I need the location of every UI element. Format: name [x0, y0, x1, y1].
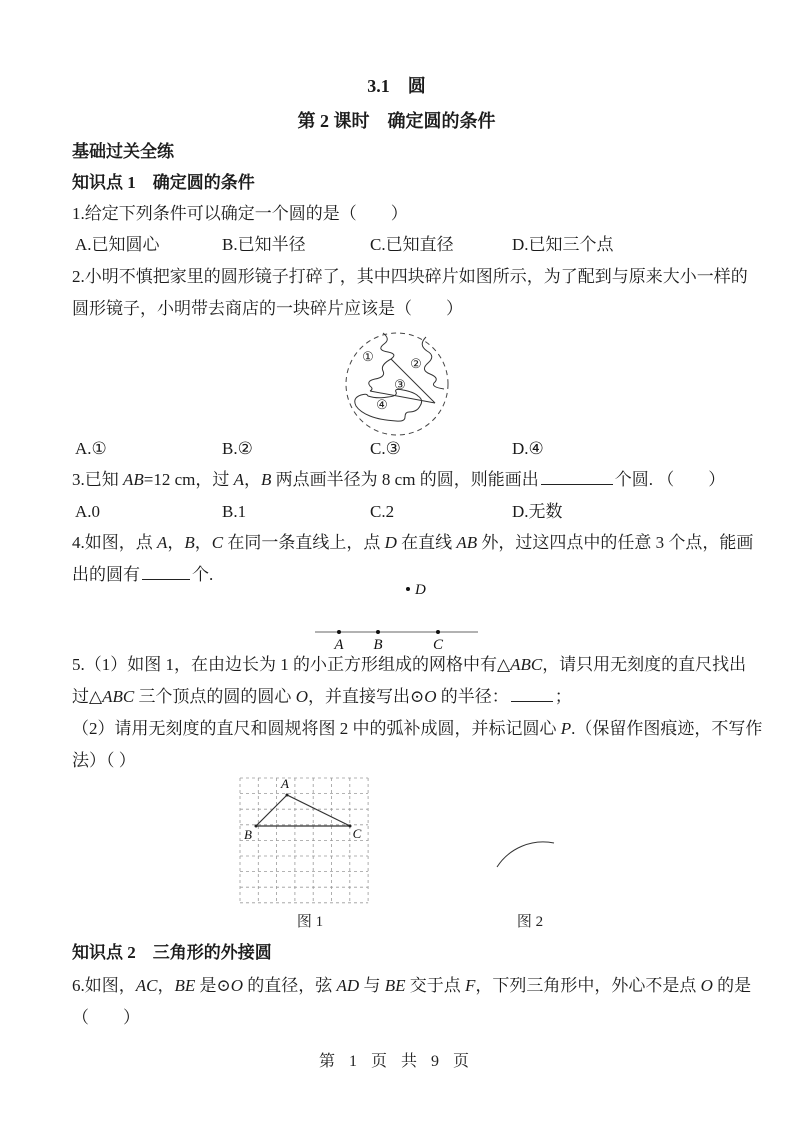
- q4-var-d: D: [384, 533, 397, 552]
- q6-var-be: BE: [174, 976, 196, 995]
- question-6-line1: [72, 974, 752, 998]
- question-3-stem: [72, 468, 732, 492]
- arc-curve: [497, 842, 554, 867]
- q4-text: 在直线: [396, 533, 457, 552]
- question-5-line1: [72, 653, 747, 677]
- q5-text: 的半径：: [436, 687, 509, 706]
- shard2-right-edge: [422, 337, 444, 389]
- arc-figure: [470, 820, 590, 910]
- question-3-options: [75, 500, 730, 524]
- q5-text: ，请只用无刻度的直尺找出: [542, 655, 747, 674]
- q5-text: ；: [554, 687, 572, 706]
- q4-var-b: B: [184, 533, 195, 552]
- q6-var-ad: AD: [336, 976, 360, 995]
- q3-option-d: D.无数: [512, 502, 563, 521]
- q5-var-o: O: [295, 687, 308, 706]
- q6-text: 6.如图，: [72, 976, 136, 995]
- q6-text: 的直径，弦: [243, 976, 337, 995]
- q4-text: 外，过这四点中的任意 3 个点，能画: [477, 533, 754, 552]
- q3-text: 3.已知: [72, 470, 123, 489]
- point-a-dot: [337, 630, 341, 634]
- question-5-line2: [72, 685, 732, 709]
- q3-var-b: B: [261, 470, 272, 489]
- question-5-line4: 法）（ ）: [72, 751, 136, 770]
- question-6-line2: （ ）: [72, 1008, 140, 1027]
- q3-option-c: C.2: [370, 502, 395, 521]
- figure-1-caption: 图 1: [296, 914, 324, 930]
- q3-var-ab: AB: [123, 470, 144, 489]
- kp2-heading: 知识点 2 三角形的外接圆: [72, 943, 272, 962]
- q6-var-o: O: [230, 976, 244, 995]
- q4-var-ab: AB: [456, 533, 478, 552]
- question-2-line2: 圆形镜子，小明带去商店的一块碎片应该是（ ）: [72, 299, 463, 318]
- q6-text: ，: [157, 976, 175, 995]
- q2-option-c: C.③: [370, 439, 401, 458]
- points-line-figure-svg: [300, 575, 520, 653]
- q3-option-a: A.0: [75, 502, 101, 521]
- lesson-title: 第 2 课时 确定圆的条件: [297, 111, 496, 131]
- q2-option-a: A.①: [75, 439, 107, 458]
- q6-var-o: O: [700, 976, 713, 995]
- vertex-b-label: B: [244, 827, 252, 842]
- arc-figure-svg: [470, 820, 590, 910]
- vertex-a-dot: [286, 794, 289, 797]
- q4-text: 4.如图，点: [72, 533, 157, 552]
- q1-option-a: A.已知圆心: [75, 235, 160, 254]
- grid-lines: [240, 778, 368, 903]
- q5-text: ，并直接写出⊙: [307, 687, 425, 706]
- vertex-c-dot: [349, 825, 352, 828]
- q5-var-o: O: [424, 687, 437, 706]
- points-line-figure: [300, 575, 520, 653]
- q6-text: ，下列三角形中，外心不是点: [475, 976, 701, 995]
- q5-var-abc: ABC: [510, 655, 543, 674]
- shard1-label: ①: [362, 349, 374, 364]
- figure-2-caption: 图 2: [516, 914, 544, 930]
- q3-text: 两点画半径为 8 cm 的圆，则能画出: [271, 470, 539, 489]
- mirror-figure: [330, 325, 470, 445]
- q5-var-abc: ABC: [102, 687, 135, 706]
- shard3-label: ③: [394, 377, 406, 392]
- point-b-dot: [376, 630, 380, 634]
- mirror-figure-svg: [330, 325, 470, 445]
- point-a-label: A: [334, 637, 344, 653]
- point-c-dot: [436, 630, 440, 634]
- q1-option-c: C.已知直径: [370, 235, 454, 254]
- question-2-options: [75, 437, 730, 461]
- q6-text: 与: [359, 976, 385, 995]
- unit-title: 3.1 圆: [367, 76, 426, 96]
- q4-text: 在同一条直线上，点: [223, 533, 385, 552]
- q4-text: 出的圆有: [72, 565, 140, 584]
- point-b-label: B: [373, 637, 383, 653]
- q2-option-b: B.②: [222, 439, 253, 458]
- point-c-label: C: [432, 637, 444, 653]
- answer-blank: [142, 565, 190, 580]
- q3-text: ，: [244, 470, 262, 489]
- point-d-dot: [406, 587, 410, 591]
- q3-text: 个圆. （ ）: [614, 470, 726, 489]
- triangle-abc: [256, 795, 350, 826]
- shard2-label: ②: [410, 356, 422, 371]
- answer-blank: [541, 470, 613, 485]
- shard4-label: ④: [376, 397, 388, 412]
- shard-edge-zigzag: [381, 333, 394, 359]
- q5-text: （2）请用无刻度的直尺和圆规将图 2 中的弧补成圆，并标记圆心: [72, 719, 561, 738]
- q4-text: ，: [194, 533, 212, 552]
- question-4-line1: [72, 531, 754, 555]
- point-d-label: D: [415, 582, 426, 598]
- vertex-a-label: A: [281, 776, 289, 791]
- q4-var-c: C: [211, 533, 224, 552]
- vertex-b-dot: [255, 825, 258, 828]
- q5-var-p: P: [560, 719, 572, 738]
- question-1-stem: 1.给定下列条件可以确定一个圆的是（ ）: [72, 204, 408, 223]
- grid-triangle-figure-svg: [230, 773, 390, 908]
- q3-option-b: B.1: [222, 502, 247, 521]
- page-footer: 第 1 页 共 9 页: [318, 1053, 474, 1070]
- q6-var-be: BE: [384, 976, 406, 995]
- q5-text: 5.（1）如图 1，在由边长为 1 的小正方形组成的网格中有△: [72, 655, 511, 674]
- q4-text: 个.: [192, 565, 214, 584]
- q4-var-a: A: [157, 533, 168, 552]
- q4-text: ，: [167, 533, 185, 552]
- q3-var-a: A: [233, 470, 245, 489]
- q2-option-d: D.④: [512, 439, 544, 458]
- q6-text: 交于点: [405, 976, 465, 995]
- q5-text: .（保留作图痕迹，不写作: [571, 719, 763, 738]
- grid-triangle-figure: [230, 773, 390, 908]
- q5-text: 过△: [72, 687, 103, 706]
- section-heading: 基础过关全练: [72, 142, 174, 161]
- answer-blank: [511, 687, 553, 702]
- q1-option-b: B.已知半径: [222, 235, 306, 254]
- q1-option-d: D.已知三个点: [512, 235, 614, 254]
- question-5-line3: [72, 717, 763, 741]
- question-1-options: [75, 233, 730, 257]
- q6-text: 的是: [712, 976, 752, 995]
- q5-text: 三个顶点的圆的圆心: [134, 687, 296, 706]
- q6-text: 是⊙: [195, 976, 231, 995]
- question-2-line1: 2.小明不慎把家里的圆形镜子打碎了，其中四块碎片如图所示，为了配到与原来大小一样的: [72, 267, 748, 286]
- q6-var-ac: AC: [135, 976, 158, 995]
- q6-var-f: F: [465, 976, 476, 995]
- vertex-c-label: C: [352, 826, 362, 841]
- q3-text: =12 cm，过: [143, 470, 234, 489]
- kp1-heading: 知识点 1 确定圆的条件: [72, 173, 255, 192]
